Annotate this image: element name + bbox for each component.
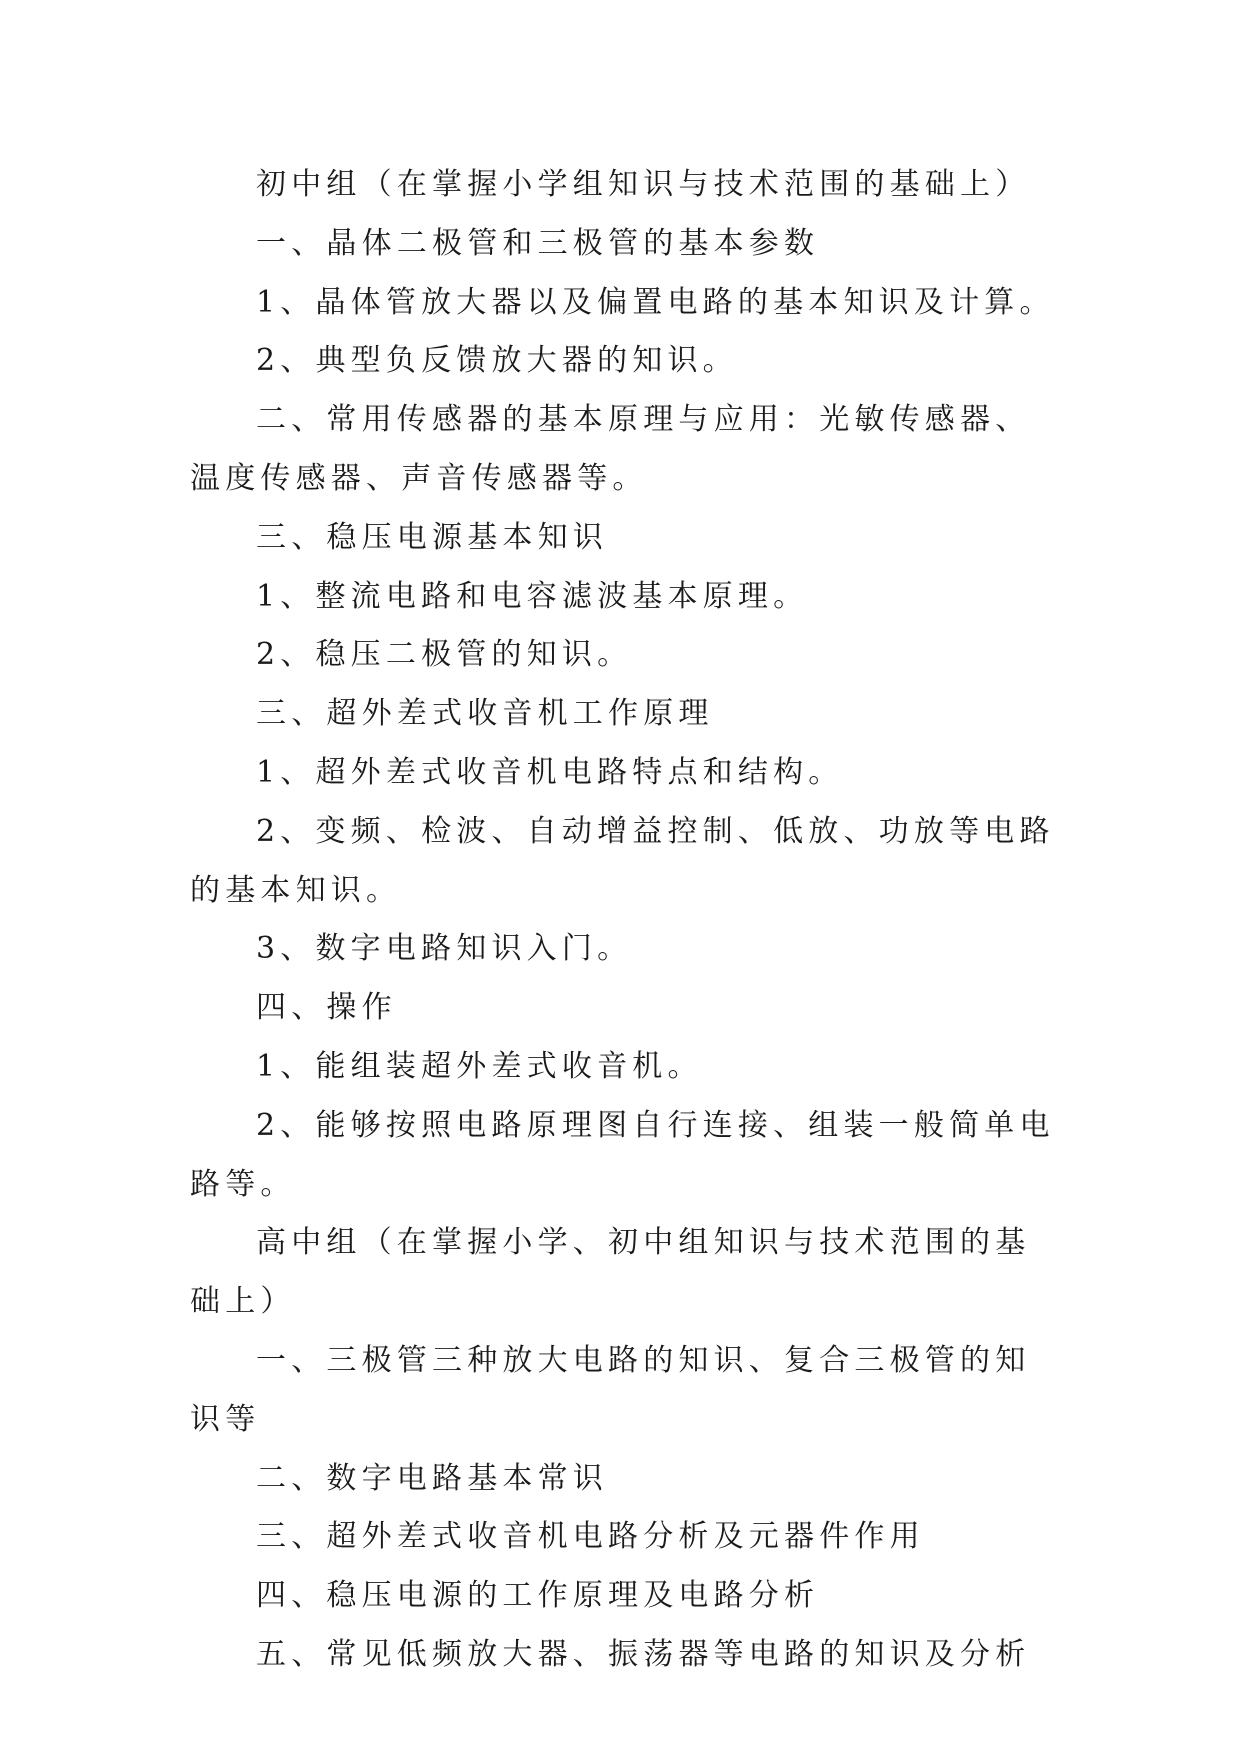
list-item: 2、能够按照电路原理图自行连接、组装一般简单电路等。 <box>190 1107 1055 1202</box>
section-heading: 二、常用传感器的基本原理与应用：光敏传感器、温度传感器、声音传感器等。 <box>190 402 1031 496</box>
senior-high-heading: 高中组（在掌握小学、初中组知识与技术范围的基础上） <box>190 1225 1031 1320</box>
list-item: 3、数字电路知识入门。 <box>256 931 633 967</box>
list-item: 1、能组装超外差式收音机。 <box>256 1048 703 1084</box>
list-item: 2、稳压二极管的知识。 <box>256 637 633 673</box>
section-heading: 三、超外差式收音机电路分析及元器件作用 <box>256 1519 925 1555</box>
junior-high-heading: 初中组（在掌握小学组知识与技术范围的基础上） <box>256 167 1031 202</box>
list-item: 1、超外差式收音机电路特点和结构。 <box>256 754 844 790</box>
section-heading: 四、稳压电源的工作原理及电路分析 <box>256 1578 820 1614</box>
section-heading: 三、稳压电源基本知识 <box>256 519 608 555</box>
document-body <box>190 156 1056 1685</box>
list-item: 1、整流电路和电容滤波基本原理。 <box>256 578 809 614</box>
section-heading: 四、操作 <box>256 990 397 1026</box>
section-heading: 二、数字电路基本常识 <box>256 1460 608 1496</box>
list-item: 2、变频、检波、自动增益控制、低放、功放等电路的基本知识。 <box>190 813 1055 908</box>
section-heading: 三、超外差式收音机工作原理 <box>256 696 714 732</box>
section-heading: 一、晶体二极管和三极管的基本参数 <box>256 225 820 261</box>
list-item: 1、晶体管放大器以及偏置电路的基本知识及计算。 <box>256 284 1055 320</box>
list-item: 2、典型负反馈放大器的知识。 <box>256 343 738 379</box>
section-heading: 五、常见低频放大器、振荡器等电路的知识及分析 <box>256 1636 1031 1672</box>
section-heading: 一、三极管三种放大电路的知识、复合三极管的知识等 <box>190 1342 1031 1437</box>
